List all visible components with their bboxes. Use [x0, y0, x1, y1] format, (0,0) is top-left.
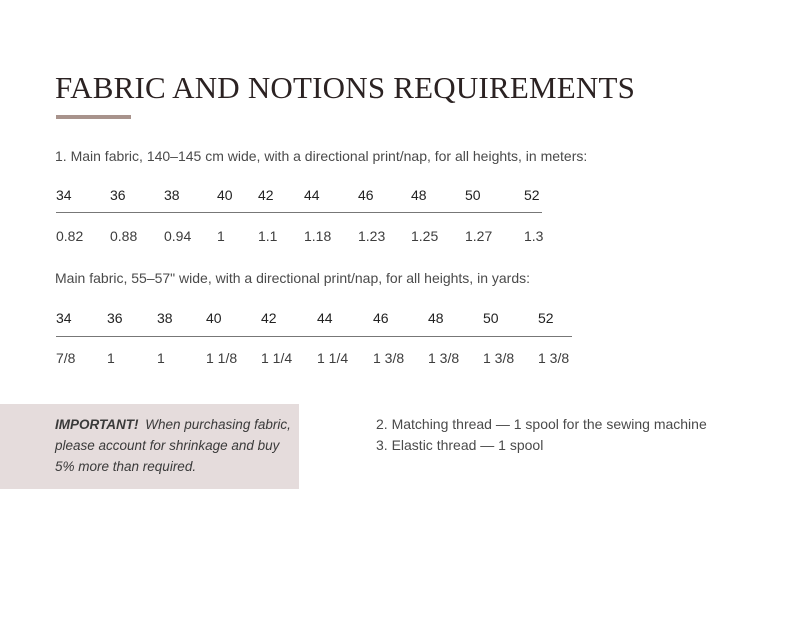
yards-size-42: 42	[261, 310, 277, 326]
yards-value: 1 1/4	[317, 350, 349, 366]
yards-value: 1 3/8	[538, 350, 570, 366]
page-title: FABRIC AND NOTIONS REQUIREMENTS	[55, 70, 636, 105]
table2-caption: Main fabric, 55–57" wide, with a directional print/nap, for all heights, in yards:	[55, 270, 530, 286]
meters-size-34: 34	[56, 187, 72, 203]
yards-size-40: 40	[206, 310, 222, 326]
meters-value: 1.3	[524, 228, 544, 244]
meters-value: 0.88	[110, 228, 138, 244]
yards-value: 1	[157, 350, 165, 366]
meters-size-48: 48	[411, 187, 427, 203]
yards-size-46: 46	[373, 310, 389, 326]
meters-size-38: 38	[164, 187, 180, 203]
meters-size-40: 40	[217, 187, 233, 203]
yards-value: 1 1/8	[206, 350, 238, 366]
title-underline	[56, 115, 131, 119]
meters-size-50: 50	[465, 187, 481, 203]
meters-size-36: 36	[110, 187, 126, 203]
notion-thread: 2. Matching thread — 1 spool for the sewing machine	[376, 416, 707, 432]
notion-elastic: 3. Elastic thread — 1 spool	[376, 437, 544, 453]
meters-value: 1.1	[258, 228, 278, 244]
meters-size-46: 46	[358, 187, 374, 203]
meters-size-44: 44	[304, 187, 320, 203]
meters-value: 1.27	[465, 228, 493, 244]
yards-size-44: 44	[317, 310, 333, 326]
important-note	[55, 414, 295, 477]
important-label: IMPORTANT!	[55, 417, 139, 432]
meters-value: 1.18	[304, 228, 332, 244]
meters-size-52: 52	[524, 187, 540, 203]
yards-size-52: 52	[538, 310, 554, 326]
meters-value: 0.94	[164, 228, 192, 244]
yards-value: 1 3/8	[483, 350, 515, 366]
table1-caption: 1. Main fabric, 140–145 cm wide, with a directional print/nap, for all heights, in meters:	[55, 148, 588, 164]
yards-size-36: 36	[107, 310, 123, 326]
meters-value: 1.25	[411, 228, 439, 244]
yards-value: 1 3/8	[373, 350, 405, 366]
meters-size-42: 42	[258, 187, 274, 203]
yards-value: 1 1/4	[261, 350, 293, 366]
meters-value: 1.23	[358, 228, 386, 244]
yards-value: 7/8	[56, 350, 76, 366]
yards-size-38: 38	[157, 310, 173, 326]
meters-value: 0.82	[56, 228, 84, 244]
important-text: When purchasing fabric, please account for shrinkage and buy 5% more than required.	[55, 417, 291, 474]
yards-size-50: 50	[483, 310, 499, 326]
yards-size-48: 48	[428, 310, 444, 326]
table2-divider	[56, 336, 572, 337]
meters-value: 1	[217, 228, 225, 244]
table1-divider	[56, 212, 542, 213]
yards-value: 1	[107, 350, 115, 366]
yards-size-34: 34	[56, 310, 72, 326]
yards-value: 1 3/8	[428, 350, 460, 366]
